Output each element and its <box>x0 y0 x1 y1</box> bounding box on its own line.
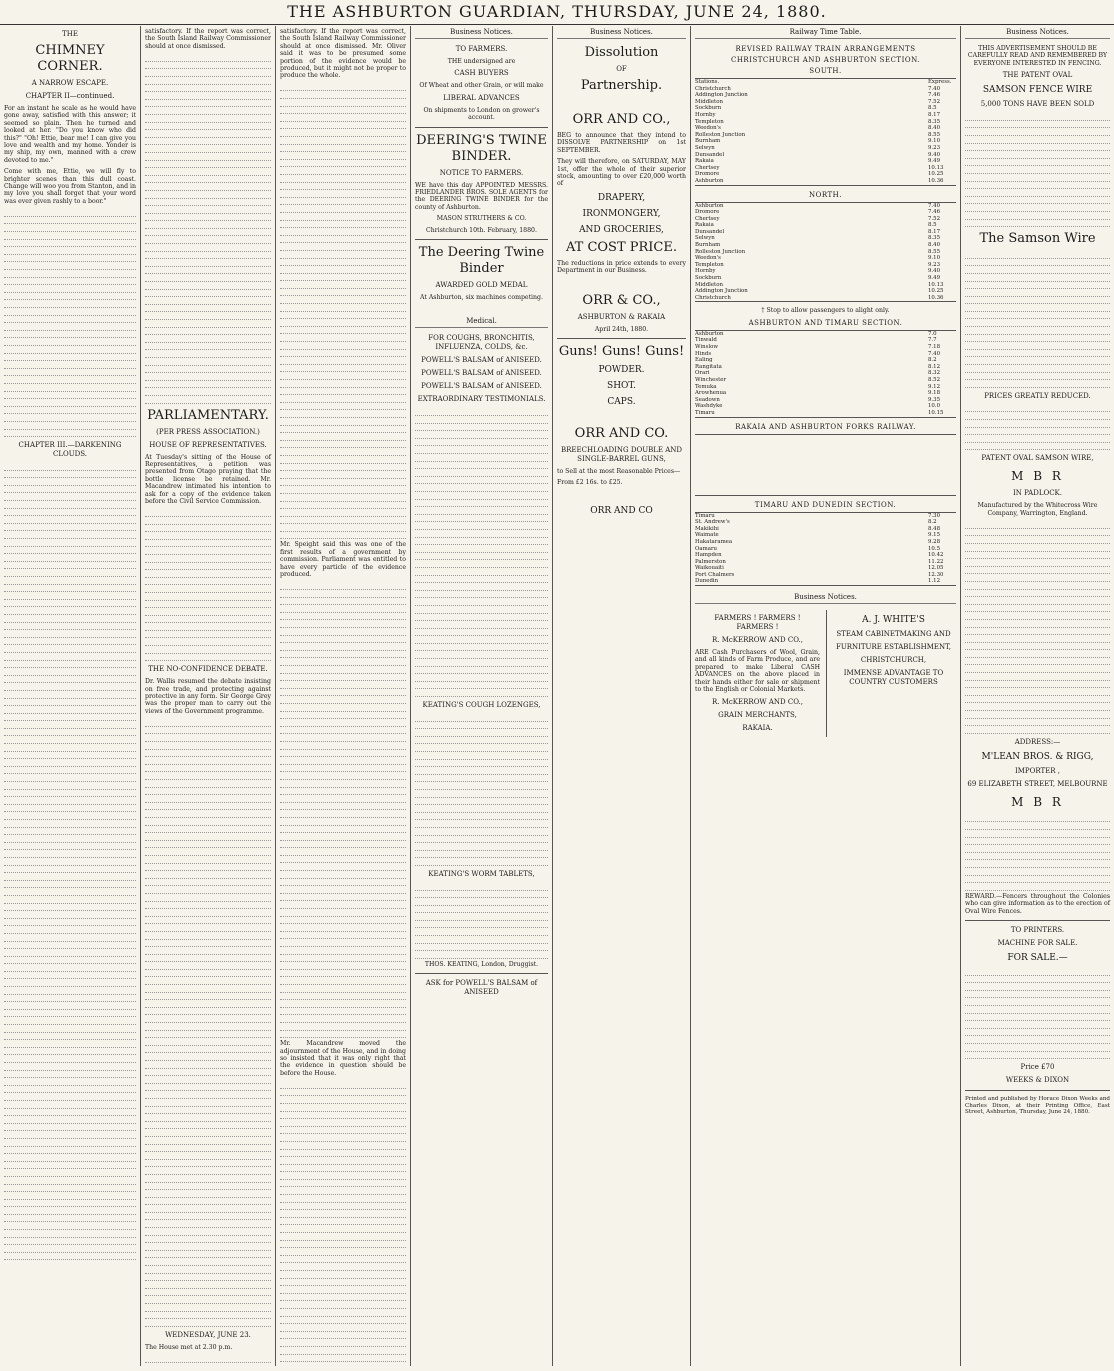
notice-text: BEG to announce that they intend to DISSOLVE PARTNERSHIP on 1st SEPTEMBER. <box>557 132 686 154</box>
text-block-filler <box>280 1081 406 1366</box>
stock-line: AND GROCERIES, <box>579 224 664 235</box>
firm-place: ASHBURTON & RAKAIA <box>577 312 666 321</box>
text-block-filler <box>415 714 548 866</box>
firm-name: M'LEAN BROS. & RIGG, <box>981 751 1094 762</box>
text-block-filler <box>280 583 406 1039</box>
timetable-row: Templeton 9.23 <box>695 261 941 268</box>
notice-text: REWARD.—Fencers throughout the Colonies who can give information as to the erection of Oval Wire Fences. <box>965 892 1110 915</box>
notice-heading: 5,000 TONS HAVE BEEN SOLD <box>980 100 1095 109</box>
notice-text: From £2 16s. to £25. <box>557 479 623 487</box>
trade-mark-caption: IN PADLOCK. <box>1012 489 1063 498</box>
timetable-row: Hornby 8.17 <box>695 111 941 118</box>
masthead: THE ASHBURTON GUARDIAN, THURSDAY, JUNE 24, 1880. <box>0 0 1114 25</box>
chapter-heading: CHAPTER III.—DARKENING CLOUDS. <box>18 441 122 459</box>
white-heading: A. J. WHITE'S <box>862 615 925 626</box>
guns-heading: Guns! Guns! Guns! <box>558 344 685 360</box>
timetable-row: Burnham 8.40 <box>695 242 941 249</box>
timetable-row: Makikihi 8.48 <box>695 525 941 532</box>
timetable-row: Ashburton 10.36 <box>695 177 944 184</box>
deering-heading: DEERING'S TWINE BINDER. <box>416 132 547 164</box>
notice-heading: LIBERAL ADVANCES <box>443 93 520 102</box>
firm-name: ORR & CO., <box>582 292 661 308</box>
stock-line: DRAPERY, <box>597 192 646 203</box>
story-title: A NARROW ESCAPE. <box>31 79 109 87</box>
medical-heading: FOR COUGHS, BRONCHITIS, INFLUENZA, COLDS, &c. <box>428 334 535 352</box>
notice-text: ARE Cash Purchasers of Wool, Grain, and all kinds of Farm Produce, and are prepared to make Liberal CASH ADVANCES on the above placed in their hands either for sale or shipment to the English or Colonial Markets. <box>695 649 820 694</box>
parliamentary-paragraph: Dr. Wallis resumed the debate insisting on free trade, and protecting against protective in any form. Sir George Grey was the proper man to carry out the views of the Government programme. <box>145 678 271 715</box>
notice-heading: THIS ADVERTISEMENT SHOULD BE CAREFULLY READ AND REMEMBERED BY EVERYONE INTERESTED IN FENCING. <box>967 45 1108 67</box>
timetable-subtitle: CHRISTCHURCH AND ASHBURTON SECTION. <box>730 56 921 64</box>
timetable-row: Chertsey 7.52 <box>695 215 941 222</box>
notice-text: Manufactured by the Whitecross Wire Company, Warrington, England. <box>977 502 1098 517</box>
timetable-row: Ashburton 7.0 <box>695 330 937 337</box>
text-block-filler <box>145 54 271 403</box>
stock-line: CAPS. <box>607 397 636 408</box>
text-block-filler <box>415 883 548 959</box>
timetable-row: Sockburn 9.49 <box>695 275 941 282</box>
notice-date: April 24th, 1880. <box>594 325 649 333</box>
firm-name: ORR AND CO. <box>574 426 669 442</box>
house-heading: HOUSE OF REPRESENTATIVES. <box>149 440 267 449</box>
white-trade: STEAM CABINETMAKING AND <box>836 630 951 639</box>
notice-heading: AWARDED GOLD MEDAL <box>435 281 528 290</box>
story-paragraph: satisfactory. If the report was correct, the South Island Railway Commissioner should at once dismissed. <box>145 28 271 50</box>
balsam-ad: POWELL'S BALSAM of ANISEED. <box>421 369 542 378</box>
testimonial-heading: EXTRAORDINARY TESTIMONIALS. <box>417 395 546 404</box>
timetable-row: Timaru 7.30 <box>695 512 941 519</box>
timetable-christchurch: Stations. Express. Christchurch 7.40 Addington Junction 7.46 Middleton 7.52 Sockburn 8.5 Hornby 8.17 Templeton 8.35 Weedon's 8.40 Rolleston Junction 8.55 Burnham 9.10 Selwyn 9.23 Dunsandel 9.40 Rakaia 9.49 Chertsey 10.13 Dromore 10.25 Ashburton 10.36 <box>695 78 956 186</box>
timetable-row: Weedon's 9.10 <box>695 255 941 262</box>
timetable-row: Selwyn 9.23 <box>695 144 941 151</box>
dissolution-heading: Dissolution <box>584 45 659 60</box>
section-header: Business Notices. <box>965 26 1110 39</box>
parliamentary-paragraph: At Tuesday's sitting of the House of Representatives, a petition was presented from Otago praying that the bottle license be retained. Mr. Macandrew intimated his intention to ask for a copy of the evidence taken before the Civil Service Commission. <box>145 453 271 505</box>
notice-heading: CASH BUYERS <box>454 69 509 78</box>
timetable-row: Burnham 9.10 <box>695 138 941 145</box>
text-block-filler <box>145 509 271 661</box>
timetable-timaru <box>695 330 956 418</box>
notice-text: WE have this day APPOINTED MESSRS. FRIEDLANDER BROS. SOLE AGENTS for the DEERING TWINE BINDER for the county of Ashburton. <box>415 181 548 211</box>
timetable-row: Middleton 7.52 <box>695 98 941 105</box>
dissolution-of: OF <box>616 65 627 73</box>
imprint: Printed and published by Horace Dixon Weeks and Charles Dixon, at their Printing Office, East Street, Ashburton, Thursday, June 24, 1880. <box>965 1096 1110 1116</box>
firm-name: ORR AND CO <box>590 505 653 516</box>
samson-heading: SAMSON FENCE WIRE <box>982 85 1093 96</box>
timetable-row: Washdyke 10.0 <box>695 403 941 410</box>
timetable-row: Rolleston Junction 8.55 <box>695 131 941 138</box>
timetable-row: Oamaru 10.5 <box>695 545 941 552</box>
timetable-christchurch-north <box>695 202 956 303</box>
timetable-row: Rolleston Junction 8.55 <box>695 248 941 255</box>
section-header: Business Notices. <box>557 26 686 39</box>
section-header: Business Notices. <box>415 26 548 39</box>
section-title: CHIMNEY CORNER. <box>35 43 105 74</box>
timetable-row: Weedon's 8.40 <box>695 125 941 132</box>
parliamentary-paragraph: Mr. Speight said this was one of the first results of a government by commission. Parliament was entitled to have every particle of the evidence produced. <box>280 541 406 579</box>
timetable-row: Dromore 7.46 <box>695 209 941 216</box>
notice-signature: MASON STRUTHERS & CO. <box>436 215 527 223</box>
timetable-row: Templeton 8.35 <box>695 118 941 125</box>
section-header: Medical. <box>415 315 548 328</box>
timetable-row: Addington Junction 10.25 <box>695 288 944 295</box>
timetable-row: St. Andrew's 8.2 <box>695 519 937 526</box>
chapter-heading: CHAPTER II—continued. <box>25 92 115 100</box>
text-block-filler <box>415 408 548 697</box>
column-railway-timetable <box>690 26 960 1366</box>
white-trade: FURNITURE ESTABLISHMENT, <box>835 643 952 652</box>
timetable-row: Hinds 7.40 <box>695 350 941 357</box>
firm-trade: IMPORTER , <box>1014 766 1061 775</box>
notice-heading: FARMERS ! FARMERS ! FARMERS ! <box>714 614 801 632</box>
column-business-notices-1 <box>410 26 552 1366</box>
firm-name: R. McKERROW AND CO., <box>712 697 803 706</box>
timetable-row: Hornby 9.40 <box>695 268 941 275</box>
timetable-row: Waimate 9.15 <box>695 532 941 539</box>
text-block-filler <box>280 84 406 540</box>
timetable-row: Ashburton 7.40 <box>695 202 941 209</box>
timetable-row: Palmerston 11.22 <box>695 558 944 565</box>
column-parliamentary-continued <box>275 26 410 1366</box>
column-business-notices-2 <box>552 26 690 1366</box>
direction-label: NORTH. <box>808 190 842 199</box>
firm-address: 69 ELIZABETH STREET, MELBOURNE <box>967 779 1108 788</box>
trade-mark-logo: M B R <box>1011 794 1064 809</box>
timetable-note: † Stop to allow passengers to alight only. <box>761 307 890 315</box>
parliamentary-paragraph: Mr. Macandrew moved the adjournment of the House, and in doing so insisted that it was only right that the evidence in question should be before the House. <box>280 1040 406 1077</box>
timetable-title: ASHBURTON AND TIMARU SECTION. <box>748 318 903 327</box>
firm-place: CHRISTCHURCH, <box>860 656 927 665</box>
timetable-row: Dunsandel 9.40 <box>695 151 941 158</box>
text-block-filler <box>145 719 271 1327</box>
trade-mark-logo: M B R <box>1011 469 1064 484</box>
timetable-row: Port Chalmers 12.30 <box>695 571 944 578</box>
notice-text: They will therefore, on SATURDAY, MAY 1st, offer the whole of their superior stock, amounting to over £20,000 worth of <box>557 158 686 188</box>
deering-heading: The Deering Twine Binder <box>418 245 545 277</box>
timetable-title: RAKAIA AND ASHBURTON FORKS RAILWAY. <box>735 422 916 431</box>
section-header: Railway Time Table. <box>695 26 956 39</box>
notice-heading: PRICES GREATLY REDUCED. <box>984 391 1091 400</box>
timetable-dunedin <box>695 512 956 587</box>
keating-heading: KEATING'S WORM TABLETS, <box>428 869 535 878</box>
timetable-row: Winchester 8.52 <box>695 376 941 383</box>
story-paragraph: Come with me, Ettie, we will fly to brighter scenes than this dull coast. Change will woo you from Stanton, and in my love you shall forget that your word was ever given rashly to a boor." <box>4 168 136 205</box>
text-block-filler <box>965 113 1110 227</box>
timetable-row: Middleton 10.13 <box>695 281 944 288</box>
text-block-filler <box>965 968 1110 1059</box>
timetable-row: Sockburn 8.5 <box>695 105 937 112</box>
timetable-row: Arowhenua 9.18 <box>695 390 941 397</box>
text-block-filler <box>4 463 136 1260</box>
timetable-row: Christchurch 7.40 <box>695 85 941 92</box>
balsam-ad: POWELL'S BALSAM of ANISEED. <box>421 356 542 365</box>
parliamentary-paragraph: The House met at 2.30 p.m. <box>145 1343 233 1351</box>
timetable-row: Rakaia 9.49 <box>695 158 941 165</box>
timetable-row: Christchurch 10.36 <box>695 294 944 301</box>
timetable-row: Hampden 10.42 <box>695 552 944 559</box>
text-block-filler <box>965 251 1110 388</box>
debate-heading: THE NO-CONFIDENCE DEBATE. <box>148 665 268 674</box>
column-business-notices-3 <box>960 26 1114 1366</box>
date-heading: WEDNESDAY, JUNE 23. <box>165 1330 251 1339</box>
firm-name: R. McKERROW AND CO., <box>712 636 803 645</box>
samson-wire-heading: The Samson Wire <box>979 231 1096 247</box>
notice-heading: MACHINE FOR SALE. <box>997 938 1078 947</box>
notice-heading: IMMENSE ADVANTAGE TO COUNTRY CUSTOMERS <box>843 669 944 687</box>
timetable-row: Hakataramea 9.28 <box>695 538 941 545</box>
timetable-row: Selwyn 8.35 <box>695 235 941 242</box>
timetable-row: Dunedin 1.12 <box>695 578 941 585</box>
notice-heading: THE PATENT OVAL <box>1002 71 1073 80</box>
notice-heading: PATENT OVAL SAMSON WIRE, <box>981 454 1094 463</box>
timetable-row: Rakaia 8.5 <box>695 222 937 229</box>
firm-name: WEEKS & DIXON <box>1005 1076 1070 1085</box>
keating-heading: KEATING'S COUGH LOZENGES, <box>422 701 541 710</box>
firm-place: RAKAIA. <box>742 723 773 732</box>
balsam-ad: ASK for POWELL'S BALSAM of ANISEED <box>425 979 538 997</box>
notice-heading: FOR SALE.— <box>1007 952 1068 963</box>
parliamentary-title: PARLIAMENTARY. <box>147 407 269 423</box>
firm-trade: GRAIN MERCHANTS, <box>718 710 797 719</box>
notice-date: Christchurch 10th. February, 1880. <box>426 226 537 234</box>
cost-price: AT COST PRICE. <box>565 239 678 255</box>
timetable-row: Dromore 10.25 <box>695 171 944 178</box>
timetable-row: Orari 8.32 <box>695 370 941 377</box>
notice-text: THE undersigned are <box>447 58 516 65</box>
balsam-ad: POWELL'S BALSAM of ANISEED. <box>421 382 542 391</box>
notice-text: At Ashburton, six machines competing. <box>420 294 543 302</box>
partnership-heading: Partnership. <box>580 78 663 93</box>
price-line: Price £70 <box>1020 1063 1055 1072</box>
timetable-row: Dunsandel 8.17 <box>695 228 941 235</box>
timetable-row: Temuka 9.12 <box>695 383 941 390</box>
text-block-filler <box>965 815 1110 891</box>
direction-label: SOUTH. <box>809 67 842 75</box>
parliamentary-subtitle: (PER PRESS ASSOCIATION.) <box>156 427 260 436</box>
stock-line: POWDER. <box>598 365 645 376</box>
text-block-filler <box>965 521 1110 734</box>
column-chimney-corner <box>0 26 140 1366</box>
timetable-row: Winslow 7.18 <box>695 344 941 350</box>
section-label: THE <box>62 30 78 38</box>
stock-line: SHOT. <box>607 381 636 392</box>
timetable-row: Timaru 10.15 <box>695 409 944 416</box>
stock-line: IRONMONGERY, <box>582 208 661 219</box>
notice-text: Of Wheat and other Grain, or will make <box>419 82 544 90</box>
stock-line: BREECHLOADING DOUBLE AND SINGLE-BARREL GUNS, <box>560 446 683 464</box>
notice-text: On shipments to London on grower's account. <box>423 106 540 122</box>
timetable-row: Ealing 8.2 <box>695 357 937 364</box>
notice-text: to Sell at the most Reasonable Prices— <box>557 468 681 476</box>
notice-heading: TO FARMERS. <box>455 45 508 53</box>
parliamentary-paragraph: satisfactory. If the report was correct, the South Island Railway Commissioner should at once dismissed. Mr. Oliver said it was to be presumed some portion of the evidence would be produced, but it might not be proper to produce the whole. <box>280 28 406 80</box>
firm-name: ORR AND CO., <box>572 112 671 127</box>
text-block-filler <box>145 1355 271 1366</box>
timetable-row: Chertsey 10.13 <box>695 164 944 171</box>
notice-text: The reductions in price extends to every Department in our Business. <box>557 259 686 275</box>
timetable-row: Tinwald 7.7 <box>695 337 937 344</box>
notice-heading: TO PRINTERS. <box>1010 925 1065 934</box>
notice-signature: THOS. KEATING, London, Druggist. <box>424 960 539 968</box>
timetable-row: Addington Junction 7.46 <box>695 92 941 99</box>
timetable-row: Waikouaiti 12.05 <box>695 565 944 572</box>
column-parliamentary <box>140 26 275 1366</box>
timetable-row: Rangitata 8.12 <box>695 363 941 370</box>
text-block-filler <box>965 405 1110 451</box>
section-header: Business Notices. <box>695 591 956 604</box>
timetable-row: Seadown 9.35 <box>695 396 941 403</box>
timetable-title: TIMARU AND DUNEDIN SECTION. <box>754 500 897 509</box>
notice-heading: ADDRESS:— <box>1014 737 1061 746</box>
timetable-title: REVISED RAILWAY TRAIN ARRANGEMENTS <box>735 45 916 53</box>
timetable-forks <box>695 434 956 496</box>
notice-heading: NOTICE TO FARMERS. <box>439 168 524 177</box>
text-block-filler <box>4 209 136 437</box>
story-paragraph: For an instant he scale as he would have gone away, satisfied with this answer; it seemed so plain. Then he turned and looked at her. "Do you know who did this?" "Oh! Ettie, bear me! I can give you love and wealth and my home. Yonder is my ship, my own, manned with a crew devoted to me." <box>4 105 136 164</box>
